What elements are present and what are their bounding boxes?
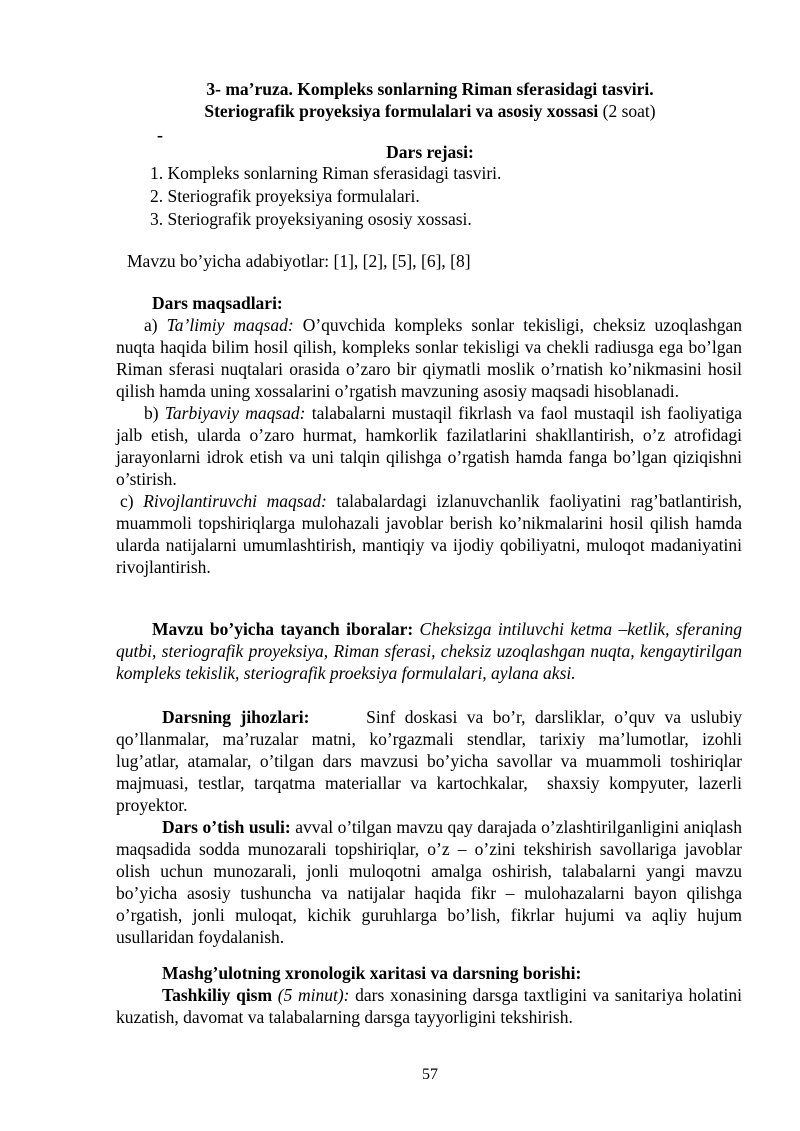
goals-heading: Dars maqsadlari: xyxy=(152,293,283,313)
plan-heading: Dars rejasi: xyxy=(386,142,474,162)
goal-a-paragraph: a) Ta’limiy maqsad: O’quvchida kompleks sonlar tekisligi, cheksiz uzoqlashgan nuqta haqida bilim hosil qilish, kompleks sonlar tekisligi va chekli radiusga ega bo’lgan Riman sferasi nuqtalari orasida o’zaro bir qiymatli moslik o’rnatish ko’nikmasini hosil qilish hamda uning xossalarini o’rgatish mavzuning asosiy maqsadi hisoblanadi. xyxy=(116,315,742,401)
plan-item: 1. Kompleks sonlarning Riman sferasidagi tasviri. xyxy=(150,163,502,183)
page-number: 57 xyxy=(422,1066,438,1083)
plan-list xyxy=(150,162,501,231)
goal-c-label: Rivojlantiruvchi maqsad: xyxy=(143,491,327,511)
method-section xyxy=(116,816,742,948)
equipment-paragraph: Darsning jihozlari: Sinf doskasi va bo’r, darsliklar, o’quv va uslubiy qo’llanmalar, ma’ruzalar matni, ko’rgazmali stendlar, tarixiy ma’lumotlar, izohli lug’atlar, atamalar, o’tilgan dars mavzusi bo’yicha savollar va muammoli toshiriqlar majmuasi, testlar, tarqatma materiallar va kartochkalar, shaxsiy kompyuter, lazerli proyektor. xyxy=(116,707,747,815)
chronology-section xyxy=(116,962,742,1028)
keywords-label: Mavzu bo’yicha tayanch iboralar: xyxy=(152,619,414,639)
goal-b-paragraph: b) Tarbiyaviy maqsad: talabalarni mustaqil fikrlash va faol mustaqil ish faoliyatiga jalb etish, ularda o’zaro hurmat, hamkorlik fazilatlarini shakllantirish, o’z atrofidagi jarayonlarni idrok etish va uni talqin qilishga o’rgatish hamda fanga bo’lgan qiziqishni o’stirish. xyxy=(116,403,742,489)
organization-time: (5 minut): xyxy=(272,985,350,1005)
plan-item: 2. Steriografik proyeksiya formulalari. xyxy=(150,186,420,206)
title-hours: (2 soat) xyxy=(598,101,656,121)
literature-line: Mavzu bo’yicha adabiyotlar: [1], [2], [5], [6], [8] xyxy=(127,251,471,271)
goal-c-paragraph: c) Rivojlantiruvchi maqsad: talabalardagi izlanuvchanlik faoliyatini rag’batlantirish, muammoli topshiriqlarga mulohazali javoblar berish ko’nikmalarini hosil qilish hamda ularda natijalarni umumlashtirish, mantiqiy va ijodiy qobiliyatni, muloqot madaniyatini rivojlantirish. xyxy=(116,491,742,577)
method-label: Dars o’tish usuli: xyxy=(162,817,291,837)
plan-item: 3. Steriografik proyeksiyaning ososiy xossasi. xyxy=(150,209,472,229)
goal-a-label: Ta’limiy maqsad: xyxy=(166,315,294,335)
method-paragraph: Dars o’tish usuli: avval o’tilgan mavzu qay darajada o’zlashtirilganligini aniqlash maqsadida sodda munozarali topshiriqlar, o’z – o’zini tekshirish savollariga javoblar olish uchun munozarali, jonli muloqotni amalga oshirish, talabalarni yangi mavzu bo’yicha asosiy tushuncha va natijalar haqida fikr – mulohazalarni bayon qilishga o’rgatish, jonli muloqat, kichik guruhlarga bo’lish, fikrlar hujumi va aqliy hujum usullaridan foydalanish. xyxy=(116,817,742,947)
keywords-section xyxy=(116,618,742,684)
page-title-line1: 3- ma’ruza. Kompleks sonlarning Riman sferasidagi tasviri. xyxy=(206,79,654,99)
equipment-section xyxy=(116,706,747,816)
goals-section xyxy=(116,292,742,578)
organization-paragraph: Tashkiliy qism (5 minut): dars xonasining darsga taxtligini va sanitariya holatini kuzatish, davomat va talabalarning darsga tayyorligini tekshirish. xyxy=(116,985,742,1027)
organization-label: Tashkiliy qism xyxy=(162,985,273,1005)
page-title-line2 xyxy=(0,100,800,122)
goal-b-label: Tarbiyaviy maqsad: xyxy=(164,403,306,423)
title-bold-part: Steriografik proyeksiya formulalari va asosiy xossasi xyxy=(204,101,599,121)
keywords-paragraph xyxy=(116,618,742,684)
equipment-label: Darsning jihozlari: xyxy=(162,707,310,727)
dash-mark: - xyxy=(157,125,163,145)
chronology-heading: Mashg’ulotning xronologik xaritasi va darsning borishi: xyxy=(162,963,582,983)
keywords-text: Cheksizga intiluvchi ketma –ketlik, sferaning qutbi, steriografik proyeksiya, Riman sferasi, cheksiz uzoqlashgan nuqta, kengaytirilgan kompleks tekislik, steriografik proeksiya formulalari, aylana aksi. xyxy=(116,619,742,683)
